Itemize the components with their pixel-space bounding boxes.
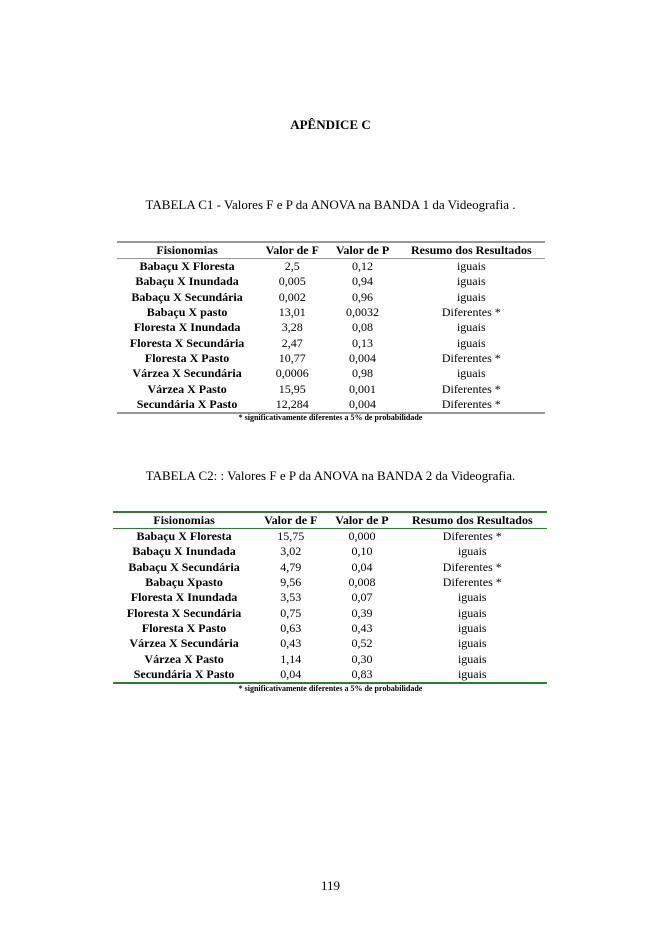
cell-valor-p: 0,13 [352,335,374,350]
table-c1 [117,241,545,414]
cell-resumo: iguais [457,590,487,605]
cell-valor-f: 0,005 [278,274,306,289]
table-c1-body [117,259,545,413]
table-row [117,274,545,289]
cell-resumo: Diferentes * [442,575,502,590]
table-row [113,651,547,666]
cell-valor-p: 0,94 [352,274,374,289]
page-number: 119 [320,878,341,893]
table-c2-body [113,529,547,683]
cell-fisionomia: Babaçu X pasto [146,305,228,320]
table-row [117,381,545,396]
cell-resumo: iguais [457,636,487,651]
cell-fisionomia: Babaçu X Inundada [132,544,236,559]
cell-valor-p: 0,008 [348,575,376,590]
column-header-valor-f: Valor de F [264,513,318,527]
cell-valor-f: 2,5 [284,259,300,274]
cell-valor-f: 12,284 [275,396,309,411]
table-row [117,259,545,275]
column-header-fisionomias: Fisionomias [156,243,218,257]
cell-resumo: Diferentes * [441,381,501,396]
cell-valor-f: 0,75 [280,605,302,620]
cell-valor-f: 0,04 [280,666,302,681]
cell-valor-p: 0,000 [348,529,376,544]
table-c1-footnote: * significativamente diferentes a 5% de probabilidade [238,413,423,422]
column-header-resumo: Resumo dos Resultados [410,243,532,257]
cell-resumo: Diferentes * [442,559,502,574]
table-row [117,335,545,350]
cell-valor-f: 0,63 [280,620,302,635]
cell-valor-p: 0,98 [352,366,374,381]
cell-resumo: iguais [456,366,486,381]
cell-resumo: Diferentes * [441,350,501,365]
column-header-valor-f: Valor de F [265,243,319,257]
cell-valor-p: 0,96 [352,289,374,304]
cell-valor-f: 13,01 [278,305,306,320]
cell-resumo: Diferentes * [442,529,502,544]
table-header-row [117,242,545,259]
cell-fisionomia: Secundária X Pasto [133,666,235,681]
table-row [113,590,547,605]
cell-valor-f: 9,56 [280,575,302,590]
table-header-row [113,512,547,529]
table-row [113,529,547,545]
page-heading: APÊNDICE C [290,117,371,132]
cell-resumo: iguais [456,335,486,350]
cell-valor-p: 0,10 [351,544,373,559]
cell-valor-f: 10,77 [278,350,306,365]
cell-valor-f: 3,53 [280,590,302,605]
cell-valor-p: 0,08 [352,320,374,335]
cell-fisionomia: Babaçu X Inundada [135,274,239,289]
cell-valor-f: 15,95 [278,381,306,396]
cell-valor-f: 3,02 [280,544,302,559]
cell-fisionomia: Várzea X Pasto [144,651,224,666]
cell-valor-f: 15,75 [277,529,305,544]
table-row [113,605,547,620]
cell-valor-p: 0,04 [351,559,373,574]
table-row [117,290,545,305]
table-row [117,351,545,366]
cell-fisionomia: Babaçu X Secundária [131,289,243,304]
cell-valor-f: 0,43 [280,636,302,651]
cell-valor-p: 0,39 [351,605,373,620]
cell-fisionomia: Várzea X Secundária [129,636,239,651]
cell-valor-p: 0,43 [351,620,373,635]
table-row [117,320,545,335]
cell-resumo: iguais [457,544,487,559]
cell-fisionomia: Babaçu X Floresta [139,259,235,274]
cell-fisionomia: Várzea X Pasto [147,381,227,396]
cell-valor-f: 3,28 [281,320,303,335]
cell-valor-f: 1,14 [280,651,302,666]
cell-valor-p: 0,004 [349,396,377,411]
cell-fisionomia: Babaçu X Floresta [136,529,232,544]
cell-resumo: iguais [457,605,487,620]
table-row [113,667,547,683]
cell-valor-f: 0,0006 [275,366,309,381]
cell-valor-p: 0,30 [351,651,373,666]
cell-fisionomia: Floresta X Pasto [144,350,230,365]
cell-fisionomia: Secundária X Pasto [136,396,238,411]
table-row [113,636,547,651]
table-row [113,621,547,636]
cell-valor-f: 4,79 [280,559,302,574]
cell-resumo: Diferentes * [441,396,501,411]
cell-fisionomia: Floresta X Pasto [141,620,227,635]
cell-resumo: Diferentes * [441,305,501,320]
table-c2-footnote: * significativamente diferentes a 5% de probabilidade [238,684,423,693]
column-header-fisionomias: Fisionomias [153,513,215,527]
cell-fisionomia: Floresta X Inundada [133,320,241,335]
cell-fisionomia: Floresta X Secundária [129,335,245,350]
cell-fisionomia: Babaçu Xpasto [145,575,223,590]
table-row [113,560,547,575]
column-header-resumo: Resumo dos Resultados [411,513,533,527]
column-header-valor-p: Valor de P [335,243,390,257]
table-c2-caption: TABELA C2: : Valores F e P da ANOVA na BANDA 2 da Videografia. [145,468,516,483]
cell-valor-p: 0,52 [351,636,373,651]
table-row [117,305,545,320]
cell-valor-p: 0,12 [352,259,374,274]
cell-valor-f: 2,47 [281,335,303,350]
cell-resumo: iguais [456,320,486,335]
cell-fisionomia: Floresta X Inundada [130,590,238,605]
cell-valor-p: 0,83 [351,666,373,681]
table-row [117,366,545,381]
cell-valor-p: 0,0032 [346,305,380,320]
cell-resumo: iguais [457,666,487,681]
cell-resumo: iguais [456,259,486,274]
table-row [113,544,547,559]
cell-resumo: iguais [457,651,487,666]
table-c1-caption: TABELA C1 - Valores F e P da ANOVA na BANDA 1 da Videografia . [145,197,516,212]
cell-resumo: iguais [456,289,486,304]
cell-fisionomia: Babaçu X Secundária [128,559,240,574]
table-c2 [113,511,547,684]
cell-valor-p: 0,004 [349,350,377,365]
cell-valor-p: 0,001 [349,381,377,396]
table-row [117,397,545,413]
cell-fisionomia: Floresta X Secundária [126,605,242,620]
table-row [113,575,547,590]
cell-valor-p: 0,07 [351,590,373,605]
column-header-valor-p: Valor de P [335,513,389,527]
cell-fisionomia: Várzea X Secundária [132,366,242,381]
cell-valor-f: 0,002 [278,289,306,304]
cell-resumo: iguais [456,274,486,289]
cell-resumo: iguais [457,620,487,635]
